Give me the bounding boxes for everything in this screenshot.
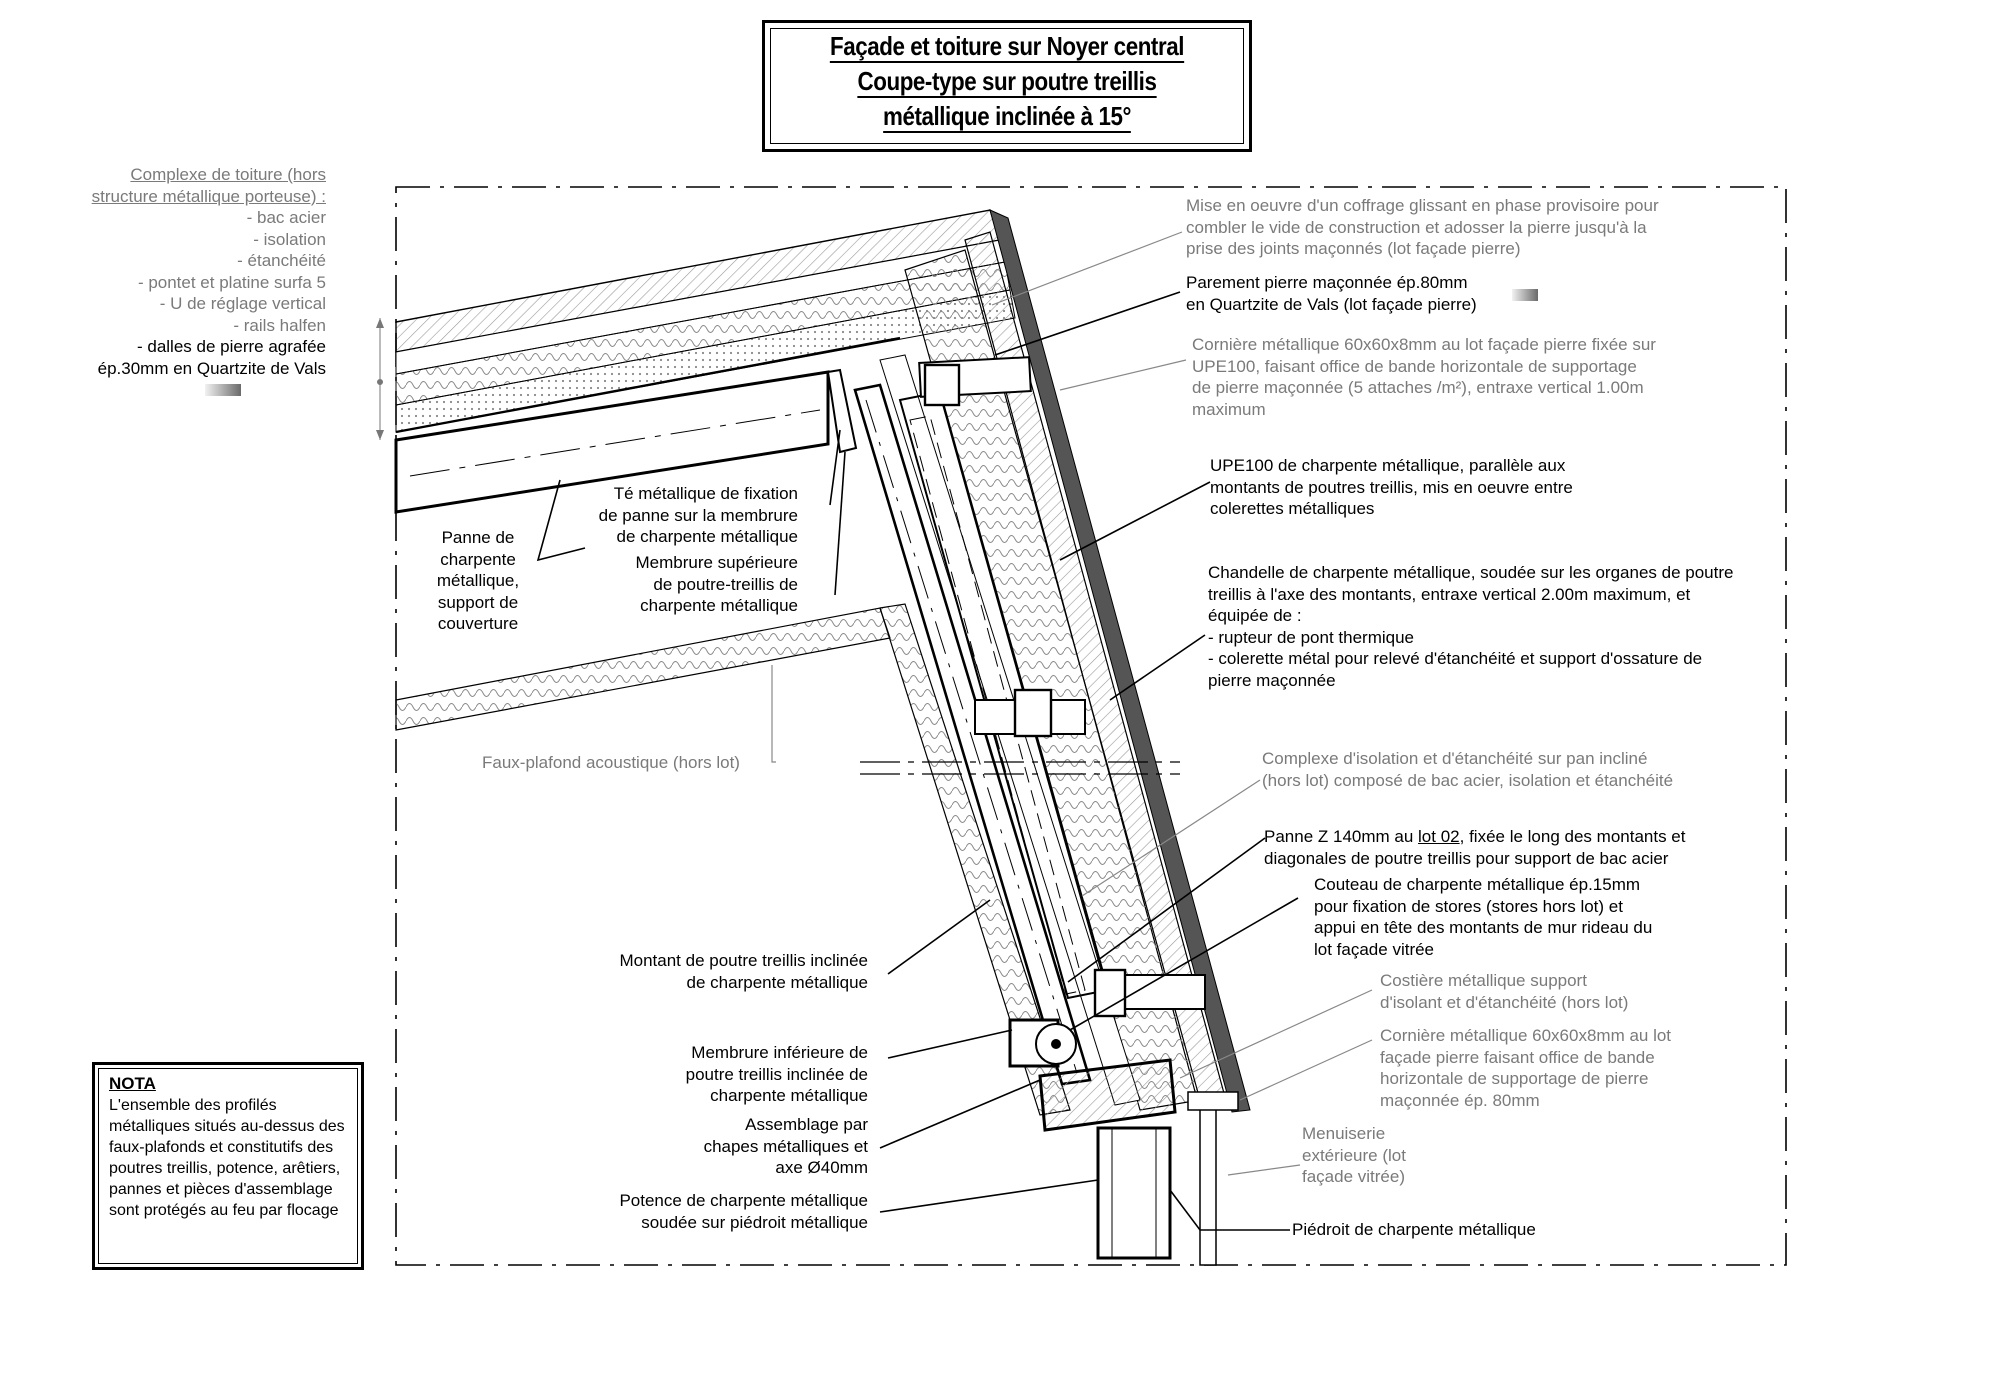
title-line-1: Façade et toiture sur Noyer central (829, 31, 1184, 61)
annotation-montant: Montant de poutre treillis inclinée de charpente métallique (619, 951, 868, 992)
annotation-potence: Potence de charpente métallique soudée sur piédroit métallique (619, 1191, 868, 1232)
annotation-costiere: Costière métallique support d'isolant et d'étanchéité (hors lot) (1380, 971, 1629, 1012)
annotation-corniere-top: Cornière métallique 60x60x8mm au lot façade pierre fixée sur UPE100, faisant office de bande horizontale de supportage de pierre maçonnée (5 attaches /m²), entraxe vertical 1.00m maximum (1192, 335, 1656, 419)
annotation-panne-charpente: Panne de charpente métallique, support de couverture (436, 528, 520, 633)
annotation-te-metallique: Té métallique de fixation de panne sur la membrure de charpente métallique (598, 484, 798, 546)
swatch-roof (205, 384, 241, 396)
annotation-chandelle: Chandelle de charpente métallique, soudée sur les organes de poutre treillis à l'axe des montants, entraxe vertical 2.00m maximum, et équipée de : - rupteur de pont thermique - colerette métal pour relevé d'étanchéité et support d'ossature de pierre maçonnée (1208, 563, 1734, 690)
annotation-membrure-sup: Membrure supérieure de poutre-treillis de charpente métallique (635, 553, 798, 615)
roof-complex-label: Complexe de toiture (hors structure métallique porteuse) : - bac acier - isolation - étanchéité - pontet et platine surfa 5 - U de réglage vertical - rails halfen - dalles de pierre agrafée ép.30mm en Quartzite de Vals (91, 165, 326, 378)
nota-text: L'ensemble des profilés métalliques situés au-dessus des faux-plafonds et constitutifs des poutres treillis, potence, arêtiers, pannes et pièces d'assemblage sont protégés au feu par flocage (109, 1097, 345, 1219)
annotation-coffrage: Mise en oeuvre d'un coffrage glissant en phase provisoire pour combler le vide de construction et adosser la pierre jusqu'à la prise des joints maçonnés (lot façade pierre) (1186, 196, 1659, 258)
title-line-2: Coupe-type sur poutre treillis (857, 66, 1157, 96)
title-block (770, 28, 1244, 144)
swatch-parement (1512, 289, 1538, 301)
annotation-membrure-inf: Membrure inférieure de poutre treillis inclinée de charpente métallique (685, 1043, 868, 1105)
nota-block (98, 1068, 358, 1264)
annotation-complexe-isolation: Complexe d'isolation et d'étanchéité sur pan incliné (hors lot) composé de bac acier, isolation et étanchéité (1262, 749, 1674, 790)
annotation-piedroit: Piédroit de charpente métallique (1292, 1220, 1536, 1239)
annotation-couteau: Couteau de charpente métallique ép.15mm pour fixation de stores (stores hors lot) et appui en tête des montants de mur rideau du lot façade vitrée (1314, 875, 1653, 959)
nota-title: NOTA (109, 1074, 156, 1093)
annotation-panne-z: Panne Z 140mm au lot 02, fixée le long des montants et diagonales de poutre treillis pour support de bac acier (1264, 827, 1686, 868)
annotation-faux-plafond: Faux-plafond acoustique (hors lot) (482, 753, 740, 772)
annotation-corniere-bottom: Cornière métallique 60x60x8mm au lot façade pierre faisant office de bande horizontale de supportage de pierre maçonnée ép. 80mm (1380, 1026, 1672, 1110)
roof-dimension (376, 318, 384, 440)
annotation-upe100: UPE100 de charpente métallique, parallèle aux montants de poutres treillis, mis en oeuvre entre colerettes métalliques (1210, 456, 1573, 518)
annotation-parement: Parement pierre maçonnée ép.80mm en Quartzite de Vals (lot façade pierre) (1186, 273, 1477, 314)
annotation-assemblage: Assemblage par chapes métalliques et axe Ø40mm (703, 1115, 868, 1177)
title-line-3: métallique inclinée à 15° (882, 101, 1131, 131)
annotation-menuiserie: Menuiserie extérieure (lot façade vitrée) (1302, 1124, 1406, 1186)
